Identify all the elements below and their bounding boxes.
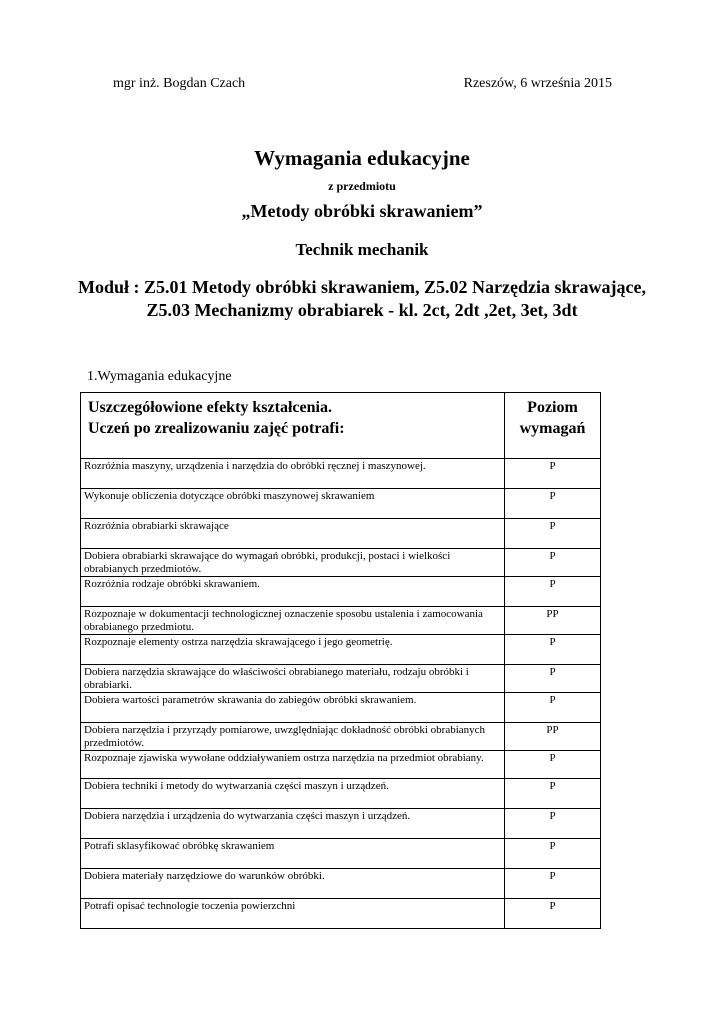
- table-header-row: [81, 393, 601, 459]
- table-row: [81, 459, 601, 489]
- requirement-level: PP: [505, 723, 601, 751]
- profession-name: Technik mechanik: [295, 240, 429, 259]
- document-subtitle: z przedmiotu: [328, 179, 396, 193]
- requirement-level: P: [505, 519, 601, 549]
- table-row: [81, 635, 601, 665]
- requirement-level: P: [505, 577, 601, 607]
- requirement-text: Potrafi sklasyfikować obróbkę skrawaniem: [81, 839, 505, 869]
- requirement-level: P: [505, 459, 601, 489]
- effects-header-line2: Uczeń po zrealizowaniu zajęć potrafi:: [88, 420, 345, 437]
- requirement-text: Dobiera techniki i metody do wytwarzania części maszyn i urządzeń.: [81, 779, 505, 809]
- requirement-level: P: [505, 665, 601, 693]
- requirement-level: PP: [505, 607, 601, 635]
- table-row: [81, 809, 601, 839]
- level-header-line1: Poziom: [527, 399, 578, 416]
- section-heading: 1.Wymagania edukacyjne: [87, 369, 232, 384]
- requirement-level: P: [505, 869, 601, 899]
- table-row: [81, 489, 601, 519]
- requirement-text: Dobiera wartości parametrów skrawania do zabiegów obróbki skrawaniem.: [81, 693, 505, 723]
- table-row: [81, 779, 601, 809]
- requirements-table: [80, 392, 601, 929]
- table-row: [81, 751, 601, 779]
- table-row: [81, 665, 601, 693]
- table-row: [81, 839, 601, 869]
- requirement-text: Wykonuje obliczenia dotyczące obróbki maszynowej skrawaniem: [81, 489, 505, 519]
- requirement-text: Rozpoznaje elementy ostrza narzędzia skrawającego i jego geometrię.: [81, 635, 505, 665]
- table-row: [81, 607, 601, 635]
- table-row: [81, 869, 601, 899]
- effects-header-line1: Uszczegółowione efekty kształcenia.: [88, 399, 332, 416]
- requirement-level: P: [505, 693, 601, 723]
- requirement-level: P: [505, 899, 601, 929]
- requirement-text: Dobiera materiały narzędziowe do warunków obróbki.: [81, 869, 505, 899]
- requirement-level: P: [505, 549, 601, 577]
- requirement-level: P: [505, 751, 601, 779]
- table-row: [81, 577, 601, 607]
- requirement-text: Dobiera narzędzia i urządzenia do wytwarzania części maszyn i urządzeń.: [81, 809, 505, 839]
- author-name: mgr inż. Bogdan Czach: [113, 76, 246, 91]
- requirement-level: P: [505, 839, 601, 869]
- requirement-text: Rozróżnia obrabiarki skrawające: [81, 519, 505, 549]
- table-row: [81, 693, 601, 723]
- requirement-text: Potrafi opisać technologie toczenia powierzchni: [81, 899, 505, 929]
- requirement-level: P: [505, 809, 601, 839]
- place-date: Rzeszów, 6 września 2015: [463, 76, 612, 91]
- table-row: [81, 723, 601, 751]
- effects-header-cell: [81, 393, 505, 459]
- level-header-line2: wymagań: [519, 420, 586, 437]
- level-header-cell: [505, 393, 601, 459]
- module-description: Moduł : Z5.01 Metody obróbki skrawaniem, Z5.02 Narzędzia skrawające, Z5.03 Mechanizmy obrabiarek - kl. 2ct, 2dt ,2et, 3et, 3dt: [78, 277, 646, 320]
- subject-name: „Metody obróbki skrawaniem”: [241, 201, 483, 221]
- requirement-text: Rozróżnia rodzaje obróbki skrawaniem.: [81, 577, 505, 607]
- requirement-text: Rozpoznaje w dokumentacji technologicznej oznaczenie sposobu ustalenia i zamocowania obrabianego przedmiotu.: [81, 607, 505, 635]
- document-title: Wymagania edukacyjne: [254, 146, 470, 170]
- requirement-text: Dobiera narzędzia skrawające do właściwości obrabianego materiału, rodzaju obróbki i obrabiarki.: [81, 665, 505, 693]
- table-row: [81, 549, 601, 577]
- table-row: [81, 519, 601, 549]
- requirement-text: Rozróżnia maszyny, urządzenia i narzędzia do obróbki ręcznej i maszynowej.: [81, 459, 505, 489]
- requirement-text: Dobiera obrabiarki skrawające do wymagań obróbki, produkcji, postaci i wielkości obrabianych przedmiotów.: [81, 549, 505, 577]
- requirement-level: P: [505, 779, 601, 809]
- requirement-level: P: [505, 489, 601, 519]
- requirement-text: Rozpoznaje zjawiska wywołane oddziaływaniem ostrza narzędzia na przedmiot obrabiany.: [81, 751, 505, 779]
- requirement-level: P: [505, 635, 601, 665]
- table-row: [81, 899, 601, 929]
- requirement-text: Dobiera narzędzia i przyrządy pomiarowe, uwzględniając dokładność obróbki obrabianych przedmiotów.: [81, 723, 505, 751]
